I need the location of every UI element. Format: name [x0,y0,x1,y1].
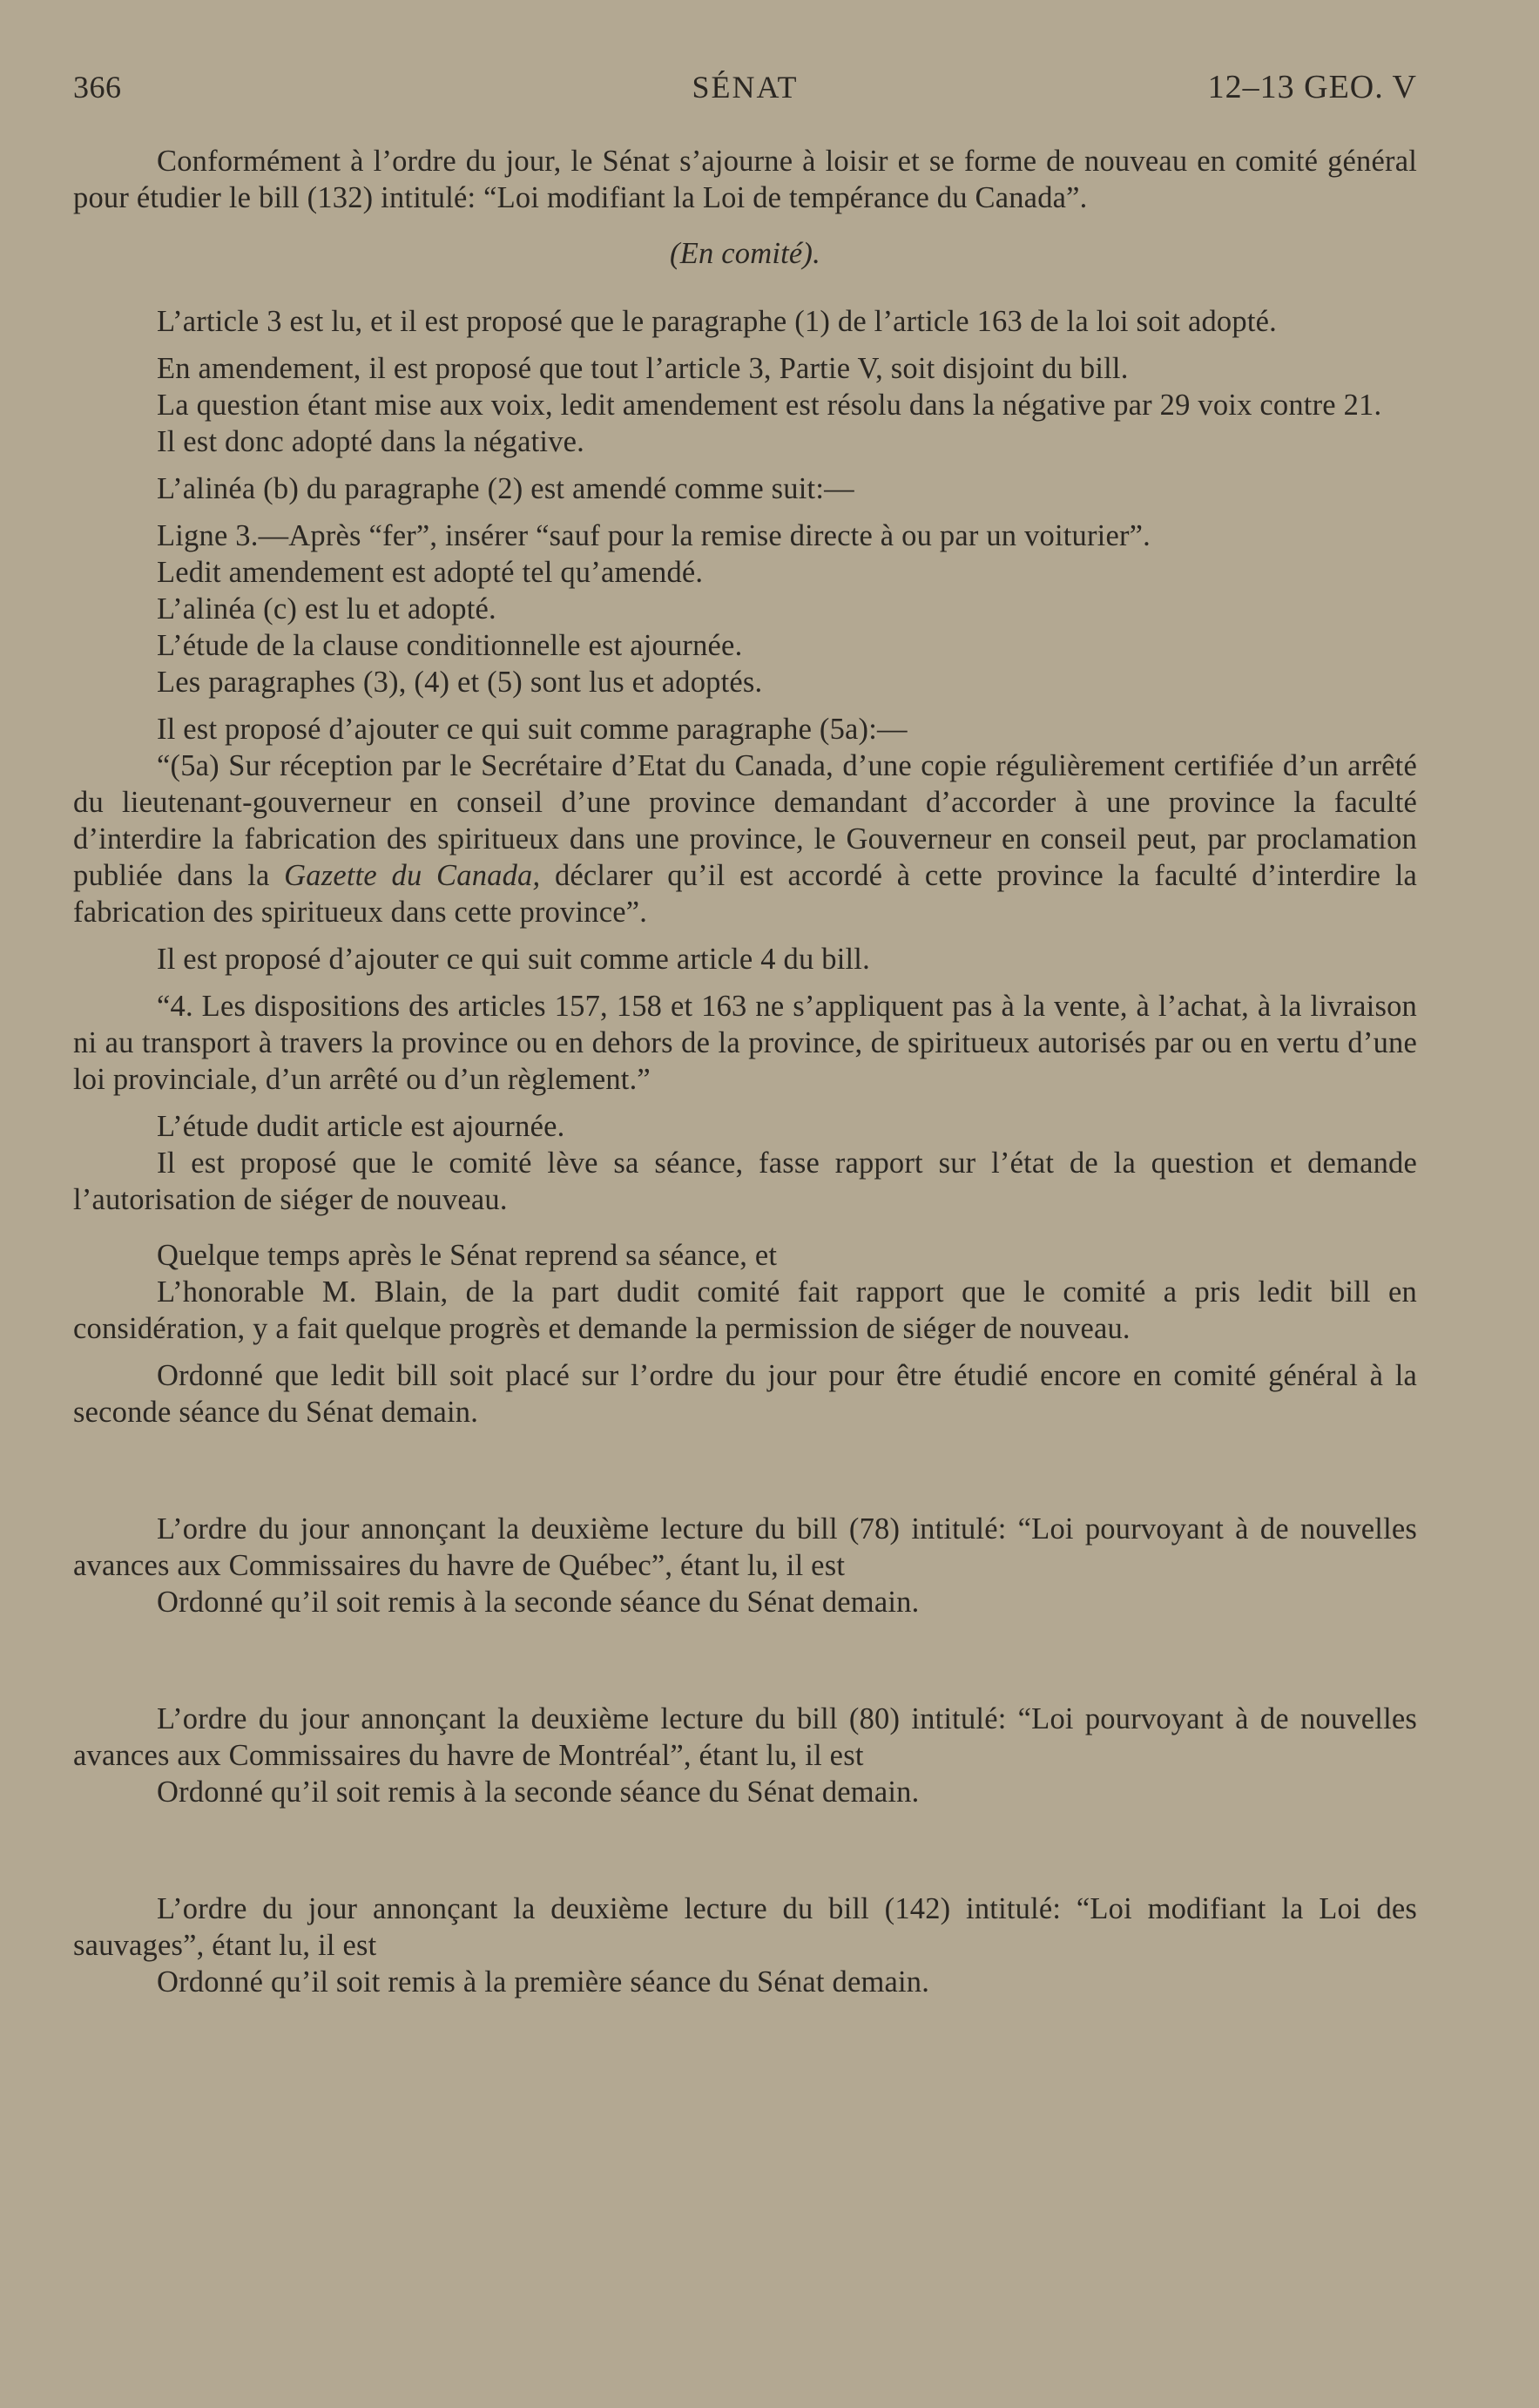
paragraph-5a-part-1: “(5a) Sur réception par le Secrétaire d’Etat du Canada, d’une copie régulièrement certifiée d’un arrêté du lieutenant-gouverneur en conseil d’une province demandant d’accorder à une province la faculté d’interdire la fabrication des spiritueux dans une province, le Gouverneur en conseil peut, par proclamation publiée dans la [73,749,1417,892]
paragraph-amendment-adopted: Ledit amendement est adopté tel qu’amendé. [157,556,704,589]
paragraph-bill-80: L’ordre du jour annonçant la deuxième lecture du bill (80) intitulé: “Loi pourvoyant à de nouvelles avances aux Commissaires du havre de Montréal”, étant lu, il est [73,1702,1417,1772]
page-header [73,68,1417,106]
gazette-title: Gazette du Canada, [284,859,541,892]
paragraph-5a-part-2: déclarer qu’il est accordé à cette province la faculté d’interdire la fabrication des spiritueux dans cette province”. [73,859,1417,929]
paragraph-negative: Il est donc adopté dans la négative. [157,425,584,458]
paragraph-bill-78-order: Ordonné qu’il soit remis à la seconde séance du Sénat demain. [157,1586,920,1619]
paragraph-ligne-3: Ligne 3.—Après “fer”, insérer “sauf pour la remise directe à ou par un voiturier”. [157,519,1151,552]
paragraph-ordered-committee: Ordonné que ledit bill soit placé sur l’ordre du jour pour être étudié encore en comité général à la seconde séance du Sénat demain. [73,1359,1417,1429]
paragraph-committee-intro: Conformément à l’ordre du jour, le Sénat s’ajourne à loisir et se forme de nouveau en comité général pour étudier le bill (132) intitulé: “Loi modifiant la Loi de tempérance du Canada”. [73,145,1417,214]
paragraph-article-4-text: “4. Les dispositions des articles 157, 158 et 163 ne s’appliquent pas à la vente, à l’achat, à la livraison ni au transport à travers la province ou en dehors de la province, de spiritueux autorisés par ou en vertu d’une loi provinciale, d’un arrêté ou d’un règlement.” [73,990,1417,1096]
paragraph-proposal-5a: Il est proposé d’ajouter ce qui suit comme paragraphe (5a):— [157,713,908,746]
paragraph-vote: La question étant mise aux voix, ledit amendement est résolu dans la négative par 29 voix contre 21. [157,389,1382,422]
paragraph-article-3: L’article 3 est lu, et il est proposé que le paragraphe (1) de l’article 163 de la loi soit adopté. [157,305,1277,338]
paragraph-committee-rises: Il est proposé que le comité lève sa séance, fasse rapport sur l’état de la question et demande l’autorisation de siéger de nouveau. [73,1147,1417,1216]
paragraph-bill-142-order: Ordonné qu’il soit remis à la première séance du Sénat demain. [157,1965,930,1999]
paragraph-bill-78: L’ordre du jour annonçant la deuxième lecture du bill (78) intitulé: “Loi pourvoyant à de nouvelles avances aux Commissaires du havre de Québec”, étant lu, il est [73,1512,1417,1582]
in-committee-heading: (En comité). [670,237,820,270]
paragraph-conditional-clause: L’étude de la clause conditionnelle est ajournée. [157,629,743,662]
running-title: SÉNAT [692,70,799,105]
paragraph-study-adjourned: L’étude dudit article est ajournée. [157,1110,565,1143]
paragraph-5a-text [73,747,1417,930]
paragraph-amendment: En amendement, il est proposé que tout l’article 3, Partie V, soit disjoint du bill. [157,352,1129,385]
paragraph-bill-80-order: Ordonné qu’il soit remis à la seconde séance du Sénat demain. [157,1776,920,1809]
session-label: 12–13 GEO. V [1207,69,1417,105]
page-number: 366 [73,70,122,105]
paragraph-alinea-b: L’alinéa (b) du paragraphe (2) est amendé comme suit:— [157,472,854,505]
paragraph-blain-report: L’honorable M. Blain, de la part dudit comité fait rapport que le comité a pris ledit bill en considération, y a fait quelque progrès et demande la permission de siéger de nouveau. [73,1275,1417,1345]
paragraph-bill-142: L’ordre du jour annonçant la deuxième lecture du bill (142) intitulé: “Loi modifiant la Loi des sauvages”, étant lu, il est [73,1892,1417,1962]
page-body [73,143,1417,2000]
paragraph-proposal-article-4: Il est proposé d’ajouter ce qui suit comme article 4 du bill. [157,943,870,976]
paragraph-alinea-c: L’alinéa (c) est lu et adopté. [157,592,496,626]
paragraph-senate-resumes: Quelque temps après le Sénat reprend sa séance, et [157,1239,778,1272]
paragraph-sections-adopted: Les paragraphes (3), (4) et (5) sont lus et adoptés. [157,666,763,699]
